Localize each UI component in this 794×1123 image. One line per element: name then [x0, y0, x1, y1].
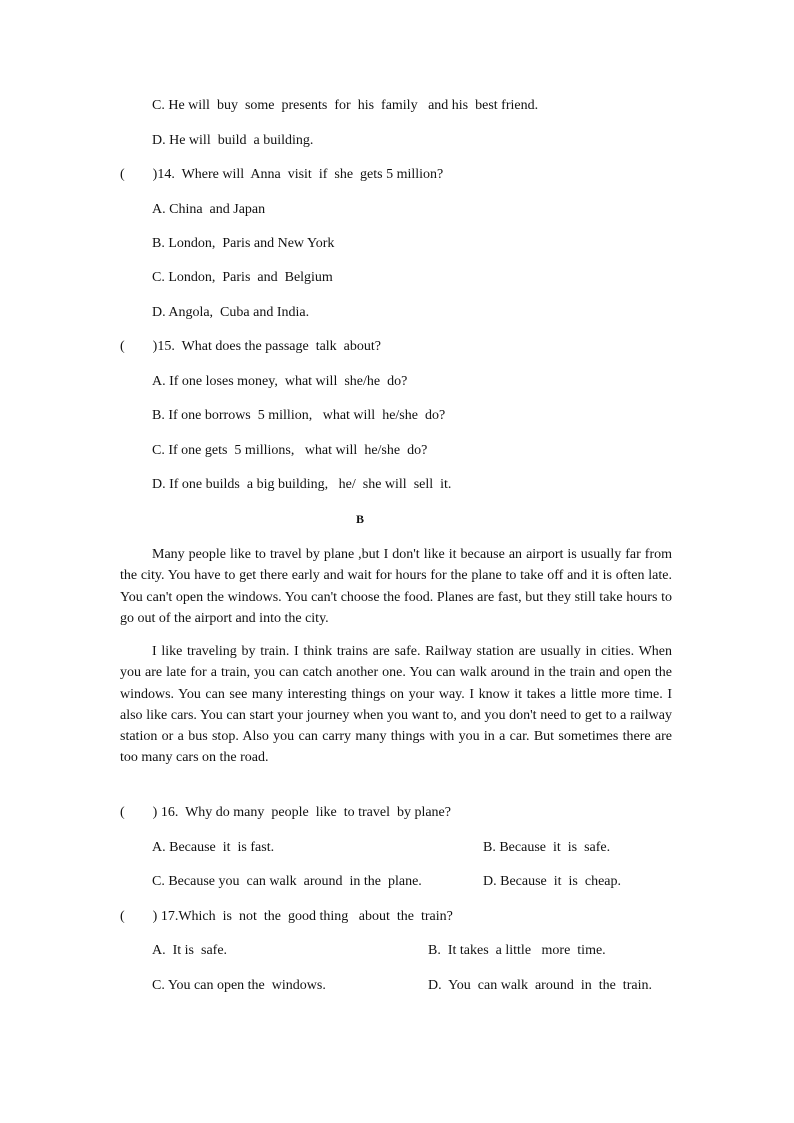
q14-option-d: D. Angola, Cuba and India.: [152, 305, 310, 320]
q16-option-d: D. Because it is cheap.: [483, 874, 622, 889]
passage-paragraph-1: Many people like to travel by plane ,but I don't like it because an airport is usually far from the city. You have to get there early and wait for hours for the plane to take off and it is often late. You can't open the windows. You can't choose the food. Planes are fast, but they still take hours to go out of the airport and into the city.: [120, 547, 672, 626]
q17-option-d: D. You can walk around in the train.: [428, 978, 652, 993]
q15-option-b: B. If one borrows 5 million, what will he/she do?: [152, 408, 446, 423]
q14-option-c: C. London, Paris and Belgium: [152, 270, 333, 285]
q14-stem: ( )14. Where will Anna visit if she gets 5 million?: [120, 167, 444, 182]
q15-option-a: A. If one loses money, what will she/he do?: [152, 374, 408, 389]
q14-option-a: A. China and Japan: [152, 202, 266, 217]
q16-option-b: B. Because it is safe.: [483, 840, 611, 855]
q16-stem: ( ) 16. Why do many people like to travel by plane?: [120, 805, 451, 820]
q15-option-c: C. If one gets 5 millions, what will he/she do?: [152, 443, 428, 458]
q16-option-c: C. Because you can walk around in the plane.: [152, 874, 422, 889]
q13-option-c: C. He will buy some presents for his family and his best friend.: [152, 98, 539, 113]
q17-stem: ( ) 17.Which is not the good thing about the train?: [120, 909, 453, 924]
q17-option-a: A. It is safe.: [152, 943, 228, 958]
q13-option-d: D. He will build a building.: [152, 133, 314, 148]
section-heading: B: [356, 512, 365, 526]
q16-option-a: A. Because it is fast.: [152, 840, 275, 855]
q17-option-c: C. You can open the windows.: [152, 978, 326, 993]
q15-option-d: D. If one builds a big building, he/ she will sell it.: [152, 477, 452, 492]
q17-option-b: B. It takes a little more time.: [428, 943, 606, 958]
q15-stem: ( )15. What does the passage talk about?: [120, 339, 382, 354]
q14-option-b: B. London, Paris and New York: [152, 236, 335, 251]
passage-paragraph-2: I like traveling by train. I think trains are safe. Railway station are usually in cities. When you are late for a train, you can catch another one. You can walk around in the train and open the windows. You can see many interesting things on your way. I know it takes a little more time. I also like cars. You can start your journey when you want to, and you don't need to get to a railway station or a bus stop. Also you can carry many things with you in a car. But sometimes there are too many cars on the road.: [120, 644, 672, 766]
